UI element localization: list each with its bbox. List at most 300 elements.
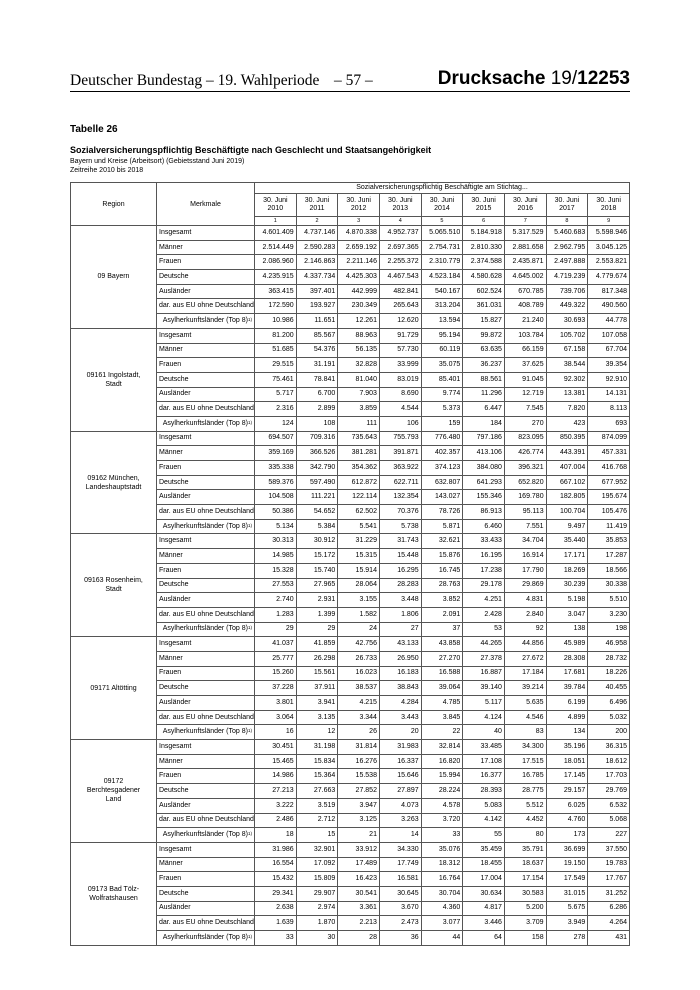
value-cell: 21.240 bbox=[504, 314, 546, 329]
value-cell: 5.460.683 bbox=[546, 226, 588, 241]
value-cell: 823.095 bbox=[504, 431, 546, 446]
year-header-line1: 30. Juni bbox=[263, 197, 288, 204]
value-cell: 34.300 bbox=[504, 740, 546, 755]
region-name-line: 09162 München, bbox=[87, 474, 140, 482]
value-cell: 4.645.002 bbox=[504, 270, 546, 285]
value-cell: 184 bbox=[463, 416, 505, 431]
value-cell: 26.733 bbox=[338, 651, 380, 666]
value-cell: 28.732 bbox=[588, 651, 630, 666]
value-cell: 4.831 bbox=[504, 593, 546, 608]
value-cell: 33.485 bbox=[463, 740, 505, 755]
value-cell: 28.283 bbox=[379, 578, 421, 593]
region-name bbox=[71, 740, 157, 843]
value-cell: 37 bbox=[421, 622, 463, 637]
year-header bbox=[296, 194, 338, 217]
year-header-line2: 2013 bbox=[392, 205, 409, 212]
merkmal-label bbox=[157, 725, 255, 740]
merkmal-text: Männer bbox=[159, 654, 183, 662]
value-cell: 15.328 bbox=[255, 563, 297, 578]
value-cell: 124 bbox=[255, 416, 297, 431]
value-cell: 5.598.946 bbox=[588, 226, 630, 241]
value-cell: 4.124 bbox=[463, 710, 505, 725]
value-cell: 28.224 bbox=[421, 784, 463, 799]
column-number: 7 bbox=[504, 217, 546, 226]
year-header-line2: 2017 bbox=[559, 205, 575, 212]
merkmal-label bbox=[157, 872, 255, 887]
merkmal-text: Männer bbox=[159, 860, 183, 868]
value-cell: 391.871 bbox=[379, 446, 421, 461]
value-cell: 2.962.795 bbox=[546, 240, 588, 255]
value-cell: 15.914 bbox=[338, 563, 380, 578]
value-cell: 37.228 bbox=[255, 681, 297, 696]
merkmal-text: Frauen bbox=[159, 875, 182, 883]
value-cell: 2.840 bbox=[504, 607, 546, 622]
value-cell: 19.150 bbox=[546, 857, 588, 872]
merkmal-text: Insgesamt bbox=[159, 742, 192, 750]
merkmal-label bbox=[157, 240, 255, 255]
value-cell: 132.354 bbox=[379, 490, 421, 505]
value-cell: 1.870 bbox=[296, 916, 338, 931]
region-name-line: Wolfratshausen bbox=[89, 894, 138, 902]
value-cell: 14.986 bbox=[255, 769, 297, 784]
merkmal-text: Ausländer bbox=[159, 493, 191, 501]
value-cell: 797.186 bbox=[463, 431, 505, 446]
value-cell: 2.497.888 bbox=[546, 255, 588, 270]
merkmal-text: Männer bbox=[159, 551, 183, 559]
value-cell: 39.784 bbox=[546, 681, 588, 696]
value-cell: 105.476 bbox=[588, 505, 630, 520]
merkmal-text: Männer bbox=[159, 243, 183, 251]
value-cell: 81.040 bbox=[338, 372, 380, 387]
value-cell: 3.446 bbox=[463, 916, 505, 931]
table-header-row-group bbox=[71, 183, 630, 194]
value-cell: 29 bbox=[255, 622, 297, 637]
value-cell: 602.524 bbox=[463, 284, 505, 299]
value-cell: 15 bbox=[296, 828, 338, 843]
table-row bbox=[71, 328, 630, 343]
value-cell: 42.756 bbox=[338, 637, 380, 652]
value-cell: 81.200 bbox=[255, 328, 297, 343]
year-header-line1: 30. Juni bbox=[596, 197, 621, 204]
merkmal-text: Frauen bbox=[159, 258, 182, 266]
value-cell: 30.645 bbox=[379, 886, 421, 901]
value-cell: 14.985 bbox=[255, 549, 297, 564]
value-cell: 7.903 bbox=[338, 387, 380, 402]
value-cell: 75.461 bbox=[255, 372, 297, 387]
table-row bbox=[71, 740, 630, 755]
value-cell: 30 bbox=[296, 931, 338, 946]
value-cell: 39.214 bbox=[504, 681, 546, 696]
value-cell: 27.965 bbox=[296, 578, 338, 593]
value-cell: 5.512 bbox=[504, 798, 546, 813]
value-cell: 363.415 bbox=[255, 284, 297, 299]
value-cell: 1.639 bbox=[255, 916, 297, 931]
value-cell: 35.075 bbox=[421, 358, 463, 373]
value-cell: 2.428 bbox=[463, 607, 505, 622]
value-cell: 134 bbox=[546, 725, 588, 740]
value-cell: 33.912 bbox=[338, 842, 380, 857]
region-name-line: 09171 Altötting bbox=[90, 684, 137, 692]
merkmal-text: Ausländer bbox=[159, 287, 191, 295]
value-cell: 51.685 bbox=[255, 343, 297, 358]
value-cell: 755.793 bbox=[379, 431, 421, 446]
year-header-line2: 2012 bbox=[350, 205, 367, 212]
merkmal-label bbox=[157, 886, 255, 901]
merkmal-text: dar. aus EU ohne Deutschland bbox=[159, 816, 254, 824]
value-cell: 36.237 bbox=[463, 358, 505, 373]
value-cell: 3.344 bbox=[338, 710, 380, 725]
value-cell: 27.270 bbox=[421, 651, 463, 666]
value-cell: 2.473 bbox=[379, 916, 421, 931]
merkmal-text: Ausländer bbox=[159, 596, 191, 604]
value-cell: 67.704 bbox=[588, 343, 630, 358]
value-cell: 366.526 bbox=[296, 446, 338, 461]
value-cell: 6.496 bbox=[588, 696, 630, 711]
table-row bbox=[71, 637, 630, 652]
value-cell: 5.717 bbox=[255, 387, 297, 402]
value-cell: 2.974 bbox=[296, 901, 338, 916]
value-cell: 44.778 bbox=[588, 314, 630, 329]
table-description bbox=[70, 157, 244, 175]
value-cell: 37.550 bbox=[588, 842, 630, 857]
value-cell: 13.381 bbox=[546, 387, 588, 402]
value-cell: 677.952 bbox=[588, 475, 630, 490]
value-cell: 4.284 bbox=[379, 696, 421, 711]
value-cell: 31.743 bbox=[379, 534, 421, 549]
value-cell: 12 bbox=[296, 725, 338, 740]
value-cell: 426.774 bbox=[504, 446, 546, 461]
group-header: Sozialversicherungspflichtig Beschäftigte am Stichtag... bbox=[255, 183, 630, 194]
value-cell: 2.810.330 bbox=[463, 240, 505, 255]
value-cell: 2.310.779 bbox=[421, 255, 463, 270]
value-cell: 17.790 bbox=[504, 563, 546, 578]
value-cell: 4.073 bbox=[379, 798, 421, 813]
value-cell: 32.621 bbox=[421, 534, 463, 549]
value-cell: 9.497 bbox=[546, 519, 588, 534]
region-name bbox=[71, 431, 157, 534]
value-cell: 104.508 bbox=[255, 490, 297, 505]
value-cell: 54.376 bbox=[296, 343, 338, 358]
value-cell: 64 bbox=[463, 931, 505, 946]
year-header bbox=[504, 194, 546, 217]
year-header-line1: 30. Juni bbox=[554, 197, 580, 204]
value-cell: 83 bbox=[504, 725, 546, 740]
footnote-marker: 1) bbox=[247, 831, 252, 837]
value-cell: 56.135 bbox=[338, 343, 380, 358]
value-cell: 874.099 bbox=[588, 431, 630, 446]
merkmal-label bbox=[157, 666, 255, 681]
value-cell: 88.963 bbox=[338, 328, 380, 343]
value-cell: 265.643 bbox=[379, 299, 421, 314]
merkmal-text: Insgesamt bbox=[159, 331, 192, 339]
value-cell: 32.828 bbox=[338, 358, 380, 373]
column-number: 8 bbox=[546, 217, 588, 226]
value-cell: 12.261 bbox=[338, 314, 380, 329]
year-header bbox=[255, 194, 297, 217]
header-drucksache bbox=[438, 68, 630, 90]
value-cell: 15.827 bbox=[463, 314, 505, 329]
value-cell: 29.157 bbox=[546, 784, 588, 799]
value-cell: 381.281 bbox=[338, 446, 380, 461]
value-cell: 33.433 bbox=[463, 534, 505, 549]
value-cell: 3.077 bbox=[421, 916, 463, 931]
merkmal-label bbox=[157, 226, 255, 241]
value-cell: 4.870.338 bbox=[338, 226, 380, 241]
value-cell: 3.222 bbox=[255, 798, 297, 813]
value-cell: 28.064 bbox=[338, 578, 380, 593]
value-cell: 694.507 bbox=[255, 431, 297, 446]
value-cell: 3.155 bbox=[338, 593, 380, 608]
merkmal-text: Ausländer bbox=[159, 698, 191, 706]
merkmal-label bbox=[157, 431, 255, 446]
value-cell: 43.133 bbox=[379, 637, 421, 652]
region-name bbox=[71, 328, 157, 431]
region-name-line: 09163 Rosenheim, bbox=[84, 577, 143, 585]
value-cell: 35.853 bbox=[588, 534, 630, 549]
value-cell: 35.196 bbox=[546, 740, 588, 755]
value-cell: 3.720 bbox=[421, 813, 463, 828]
value-cell: 31.814 bbox=[338, 740, 380, 755]
merkmal-label bbox=[157, 916, 255, 931]
merkmal-text: Ausländer bbox=[159, 390, 191, 398]
value-cell: 16.785 bbox=[504, 769, 546, 784]
value-cell: 3.064 bbox=[255, 710, 297, 725]
value-cell: 27.663 bbox=[296, 784, 338, 799]
merkmal-label bbox=[157, 696, 255, 711]
value-cell: 26.950 bbox=[379, 651, 421, 666]
value-cell: 44 bbox=[421, 931, 463, 946]
value-cell: 3.135 bbox=[296, 710, 338, 725]
merkmal-label bbox=[157, 475, 255, 490]
merkmal-text: dar. aus EU ohne Deutschland bbox=[159, 507, 254, 515]
merkmal-text: Deutsche bbox=[159, 786, 189, 794]
merkmal-label bbox=[157, 828, 255, 843]
merkmal-label bbox=[157, 563, 255, 578]
merkmal-label bbox=[157, 651, 255, 666]
value-cell: 423 bbox=[546, 416, 588, 431]
value-cell: 2.659.192 bbox=[338, 240, 380, 255]
merkmal-label bbox=[157, 490, 255, 505]
year-header-line2: 2010 bbox=[267, 205, 284, 212]
value-cell: 24 bbox=[338, 622, 380, 637]
column-number: 1 bbox=[255, 217, 297, 226]
value-cell: 95.194 bbox=[421, 328, 463, 343]
value-cell: 7.820 bbox=[546, 402, 588, 417]
value-cell: 15.740 bbox=[296, 563, 338, 578]
value-cell: 2.255.372 bbox=[379, 255, 421, 270]
year-header-line2: 2011 bbox=[309, 205, 325, 212]
value-cell: 342.790 bbox=[296, 461, 338, 476]
merkmal-label bbox=[157, 534, 255, 549]
region-name-line: 09 Bayern bbox=[97, 273, 130, 281]
merkmal-label bbox=[157, 842, 255, 857]
value-cell: 443.391 bbox=[546, 446, 588, 461]
value-cell: 35.440 bbox=[546, 534, 588, 549]
value-cell: 589.376 bbox=[255, 475, 297, 490]
value-cell: 100.704 bbox=[546, 505, 588, 520]
value-cell: 413.106 bbox=[463, 446, 505, 461]
value-cell: 111 bbox=[338, 416, 380, 431]
value-cell: 227 bbox=[588, 828, 630, 843]
column-number: 9 bbox=[588, 217, 630, 226]
value-cell: 16.377 bbox=[463, 769, 505, 784]
value-cell: 670.785 bbox=[504, 284, 546, 299]
column-number: 2 bbox=[296, 217, 338, 226]
value-cell: 3.709 bbox=[504, 916, 546, 931]
value-cell: 16.887 bbox=[463, 666, 505, 681]
value-cell: 4.452 bbox=[504, 813, 546, 828]
value-cell: 35.791 bbox=[504, 842, 546, 857]
footnote-marker: 1) bbox=[247, 316, 252, 322]
value-cell: 2.590.283 bbox=[296, 240, 338, 255]
value-cell: 5.032 bbox=[588, 710, 630, 725]
value-cell: 105.702 bbox=[546, 328, 588, 343]
value-cell: 278 bbox=[546, 931, 588, 946]
value-cell: 18.637 bbox=[504, 857, 546, 872]
value-cell: 57.730 bbox=[379, 343, 421, 358]
value-cell: 5.134 bbox=[255, 519, 297, 534]
value-cell: 31.015 bbox=[546, 886, 588, 901]
value-cell: 91.045 bbox=[504, 372, 546, 387]
merkmal-text: Asylherkunftsländer (Top 8) bbox=[162, 316, 248, 324]
value-cell: 2.086.960 bbox=[255, 255, 297, 270]
value-cell: 735.643 bbox=[338, 431, 380, 446]
merkmal-label bbox=[157, 622, 255, 637]
value-cell: 11.419 bbox=[588, 519, 630, 534]
year-header-line2: 2016 bbox=[517, 205, 534, 212]
value-cell: 50.386 bbox=[255, 505, 297, 520]
value-cell: 80 bbox=[504, 828, 546, 843]
merkmal-text: Deutsche bbox=[159, 889, 189, 897]
value-cell: 19.783 bbox=[588, 857, 630, 872]
value-cell: 8.113 bbox=[588, 402, 630, 417]
value-cell: 38.843 bbox=[379, 681, 421, 696]
value-cell: 3.941 bbox=[296, 696, 338, 711]
value-cell: 457.331 bbox=[588, 446, 630, 461]
value-cell: 17.489 bbox=[338, 857, 380, 872]
value-cell: 1.283 bbox=[255, 607, 297, 622]
value-cell: 16.295 bbox=[379, 563, 421, 578]
value-cell: 30.583 bbox=[504, 886, 546, 901]
value-cell: 111.221 bbox=[296, 490, 338, 505]
value-cell: 5.675 bbox=[546, 901, 588, 916]
column-number: 6 bbox=[463, 217, 505, 226]
value-cell: 30.912 bbox=[296, 534, 338, 549]
value-cell: 3.519 bbox=[296, 798, 338, 813]
value-cell: 5.198 bbox=[546, 593, 588, 608]
value-cell: 36.699 bbox=[546, 842, 588, 857]
value-cell: 21 bbox=[338, 828, 380, 843]
merkmal-label bbox=[157, 607, 255, 622]
value-cell: 363.922 bbox=[379, 461, 421, 476]
value-cell: 39.354 bbox=[588, 358, 630, 373]
value-cell: 18 bbox=[255, 828, 297, 843]
page-header bbox=[70, 68, 630, 92]
merkmal-text: Asylherkunftsländer (Top 8) bbox=[162, 831, 248, 839]
value-cell: 15.315 bbox=[338, 549, 380, 564]
value-cell: 17.171 bbox=[546, 549, 588, 564]
value-cell: 66.159 bbox=[504, 343, 546, 358]
value-cell: 31.229 bbox=[338, 534, 380, 549]
value-cell: 54.652 bbox=[296, 505, 338, 520]
value-cell: 482.841 bbox=[379, 284, 421, 299]
value-cell: 14 bbox=[379, 828, 421, 843]
value-cell: 313.204 bbox=[421, 299, 463, 314]
value-cell: 5.317.529 bbox=[504, 226, 546, 241]
value-cell: 36 bbox=[379, 931, 421, 946]
value-cell: 2.697.365 bbox=[379, 240, 421, 255]
value-cell: 3.670 bbox=[379, 901, 421, 916]
value-cell: 2.740 bbox=[255, 593, 297, 608]
value-cell: 5.871 bbox=[421, 519, 463, 534]
value-cell: 15.538 bbox=[338, 769, 380, 784]
value-cell: 30.704 bbox=[421, 886, 463, 901]
value-cell: 27.378 bbox=[463, 651, 505, 666]
value-cell: 30.451 bbox=[255, 740, 297, 755]
value-cell: 35.459 bbox=[463, 842, 505, 857]
value-cell: 5.184.918 bbox=[463, 226, 505, 241]
value-cell: 36.315 bbox=[588, 740, 630, 755]
merkmal-label bbox=[157, 681, 255, 696]
value-cell: 776.480 bbox=[421, 431, 463, 446]
value-cell: 31.252 bbox=[588, 886, 630, 901]
value-cell: 3.947 bbox=[338, 798, 380, 813]
value-cell: 30.239 bbox=[546, 578, 588, 593]
merkmal-label bbox=[157, 740, 255, 755]
value-cell: 16.588 bbox=[421, 666, 463, 681]
value-cell: 490.560 bbox=[588, 299, 630, 314]
year-header-line1: 30. Juni bbox=[346, 197, 371, 204]
merkmal-label bbox=[157, 549, 255, 564]
value-cell: 442.999 bbox=[338, 284, 380, 299]
value-cell: 449.322 bbox=[546, 299, 588, 314]
region-name bbox=[71, 842, 157, 945]
value-cell: 6.025 bbox=[546, 798, 588, 813]
value-cell: 35.076 bbox=[421, 842, 463, 857]
merkmal-text: Asylherkunftsländer (Top 8) bbox=[162, 728, 248, 736]
table-body bbox=[71, 226, 630, 946]
value-cell: 5.373 bbox=[421, 402, 463, 417]
value-cell: 230.349 bbox=[338, 299, 380, 314]
value-cell: 3.361 bbox=[338, 901, 380, 916]
table-title: Tabelle 26 bbox=[70, 124, 118, 135]
value-cell: 28.393 bbox=[463, 784, 505, 799]
value-cell: 2.435.871 bbox=[504, 255, 546, 270]
value-cell: 15.260 bbox=[255, 666, 297, 681]
value-cell: 37.625 bbox=[504, 358, 546, 373]
value-cell: 22 bbox=[421, 725, 463, 740]
value-cell: 17.004 bbox=[463, 872, 505, 887]
value-cell: 5.738 bbox=[379, 519, 421, 534]
value-cell: 17.287 bbox=[588, 549, 630, 564]
value-cell: 138 bbox=[546, 622, 588, 637]
merkmal-label bbox=[157, 519, 255, 534]
value-cell: 17.681 bbox=[546, 666, 588, 681]
value-cell: 27.897 bbox=[379, 784, 421, 799]
value-cell: 108 bbox=[296, 416, 338, 431]
value-cell: 15.561 bbox=[296, 666, 338, 681]
year-header bbox=[379, 194, 421, 217]
merkmal-text: dar. aus EU ohne Deutschland bbox=[159, 405, 254, 413]
value-cell: 17.145 bbox=[546, 769, 588, 784]
value-cell: 16.276 bbox=[338, 754, 380, 769]
value-cell: 354.362 bbox=[338, 461, 380, 476]
merkmal-label bbox=[157, 387, 255, 402]
drucksache-number: 12253 bbox=[577, 68, 630, 89]
value-cell: 30.693 bbox=[546, 314, 588, 329]
value-cell: 667.102 bbox=[546, 475, 588, 490]
value-cell: 2.514.449 bbox=[255, 240, 297, 255]
